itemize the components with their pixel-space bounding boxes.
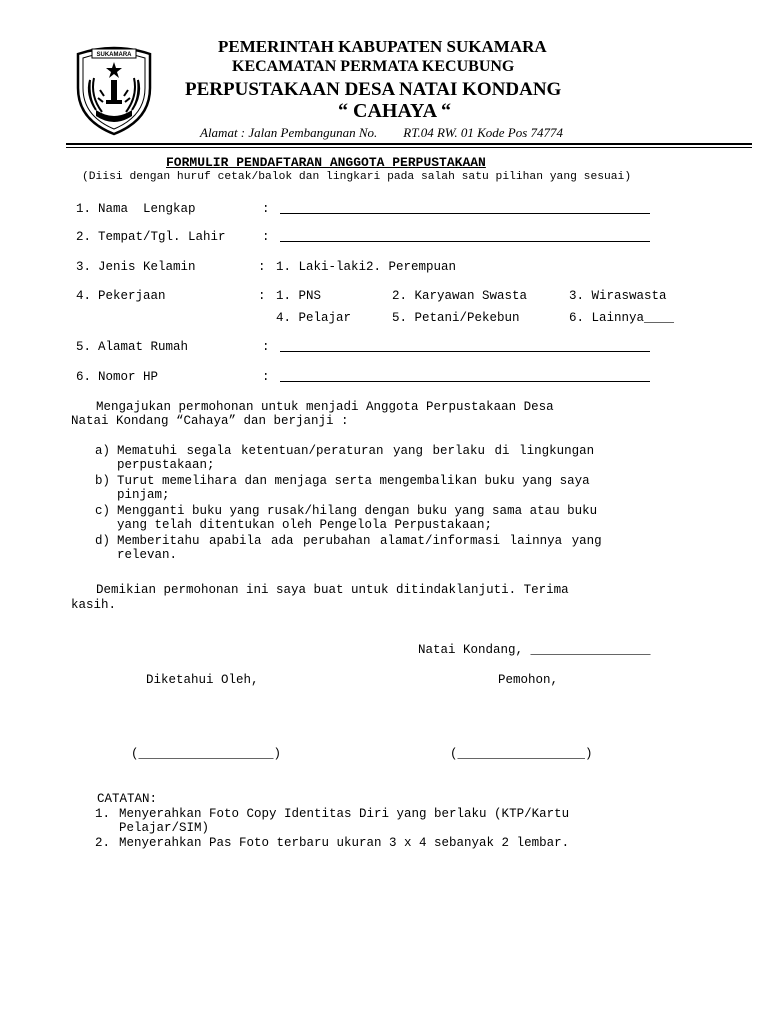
field-colon: : [258,260,266,274]
phone-input-line[interactable] [280,369,650,382]
svg-text:SUKAMARA: SUKAMARA [96,52,132,58]
field-number: 4. [76,289,92,303]
known-by-label: Diketahui Oleh, [146,673,259,687]
field-label-occupation: Pekerjaan [98,289,166,303]
promise-mark: b) [95,474,111,488]
field-colon: : [262,340,270,354]
promise-mark: c) [95,504,111,518]
field-label-birth: Tempat/Tgl. Lahir [98,230,226,244]
note-text: Menyerahkan Pas Foto terbaru ukuran 3 x 4 sebanyak 2 lembar. [119,836,570,850]
field-number: 2. [76,230,92,244]
promise-text: Mematuhi segala ketentuan/peraturan yang berlaku di lingkungan [117,444,595,458]
form-instruction: (Diisi dengan huruf cetak/balok dan lingkari pada salah satu pilihan yang sesuai) [82,171,632,183]
field-number: 6. [76,370,92,384]
promise-text-cont: perpustakaan; [117,458,215,472]
note-text-cont: Pelajar/SIM) [119,821,210,835]
occupation-option-farmer[interactable]: 5. Petani/Pekebun [392,311,520,325]
regency-emblem-logo [66,40,162,136]
field-number: 3. [76,260,92,274]
intro-paragraph-line1: Mengajukan permohonan untuk menjadi Anggota Perpustakaan Desa [96,400,554,414]
name-input-line[interactable] [280,201,650,214]
library-name: PERPUSTAKAAN DESA NATAI KONDANG [185,79,562,100]
occupation-option-pns[interactable]: 1. PNS [276,289,322,303]
address-input-line[interactable] [280,339,650,352]
birth-input-line[interactable] [280,229,650,242]
header-line2: KECAMATAN PERMATA KECUBUNG [232,58,515,75]
field-label-phone: Nomor HP [98,370,159,384]
applicant-label: Pemohon, [498,673,559,687]
place-date-line[interactable]: Natai Kondang, ________________ [418,643,651,657]
field-colon: : [262,230,270,244]
header-line1: PEMERINTAH KABUPATEN SUKAMARA [218,37,547,56]
closing-paragraph-line2: kasih. [71,598,117,612]
occupation-option-private[interactable]: 2. Karyawan Swasta [392,289,528,303]
signature-line-right[interactable]: (_________________) [450,747,593,761]
library-motto: “ CAHAYA “ [338,100,451,122]
signature-line-left[interactable]: (__________________) [131,747,282,761]
gender-options[interactable]: 1. Laki-laki2. Perempuan [276,260,457,274]
note-text: Menyerahkan Foto Copy Identitas Diri yang berlaku (KTP/Kartu [119,807,570,821]
note-number: 2. [95,836,111,850]
address-line: Alamat : Jalan Pembangunan No. RT.04 RW. 01 Kode Pos 74774 [200,125,564,140]
occupation-option-other[interactable]: 6. Lainnya____ [569,311,675,325]
field-number: 1. [76,202,92,216]
promise-text-cont: relevan. [117,548,178,562]
promise-text-cont: yang telah ditentukan oleh Pengelola Perpustakaan; [117,518,493,532]
field-label-name: Nama Lengkap [98,202,196,216]
promise-text: Turut memelihara dan menjaga serta mengembalikan buku yang saya [117,474,590,488]
promise-text: Mengganti buku yang rusak/hilang dengan buku yang sama atau buku [117,504,598,518]
field-label-address: Alamat Rumah [98,340,189,354]
closing-paragraph-line1: Demikian permohonan ini saya buat untuk ditindaklanjuti. Terima [96,583,569,597]
field-number: 5. [76,340,92,354]
promise-mark: d) [95,534,111,548]
occupation-option-entrepreneur[interactable]: 3. Wiraswasta [569,289,667,303]
notes-heading: CATATAN: [97,792,158,806]
field-colon: : [262,370,270,384]
promise-text-cont: pinjam; [117,488,170,502]
header-rule-thin [66,147,752,148]
intro-paragraph-line2: Natai Kondang “Cahaya” dan berjanji : [71,414,349,428]
promise-mark: a) [95,444,111,458]
field-colon: : [262,202,270,216]
field-label-gender: Jenis Kelamin [98,260,196,274]
field-colon: : [258,289,266,303]
note-number: 1. [95,807,111,821]
form-title: FORMULIR PENDAFTARAN ANGGOTA PERPUSTAKAAN [166,155,486,170]
occupation-option-student[interactable]: 4. Pelajar [276,311,352,325]
promise-text: Memberitahu apabila ada perubahan alamat/informasi lainnya yang [117,534,602,548]
header-rule-thick [66,143,752,145]
